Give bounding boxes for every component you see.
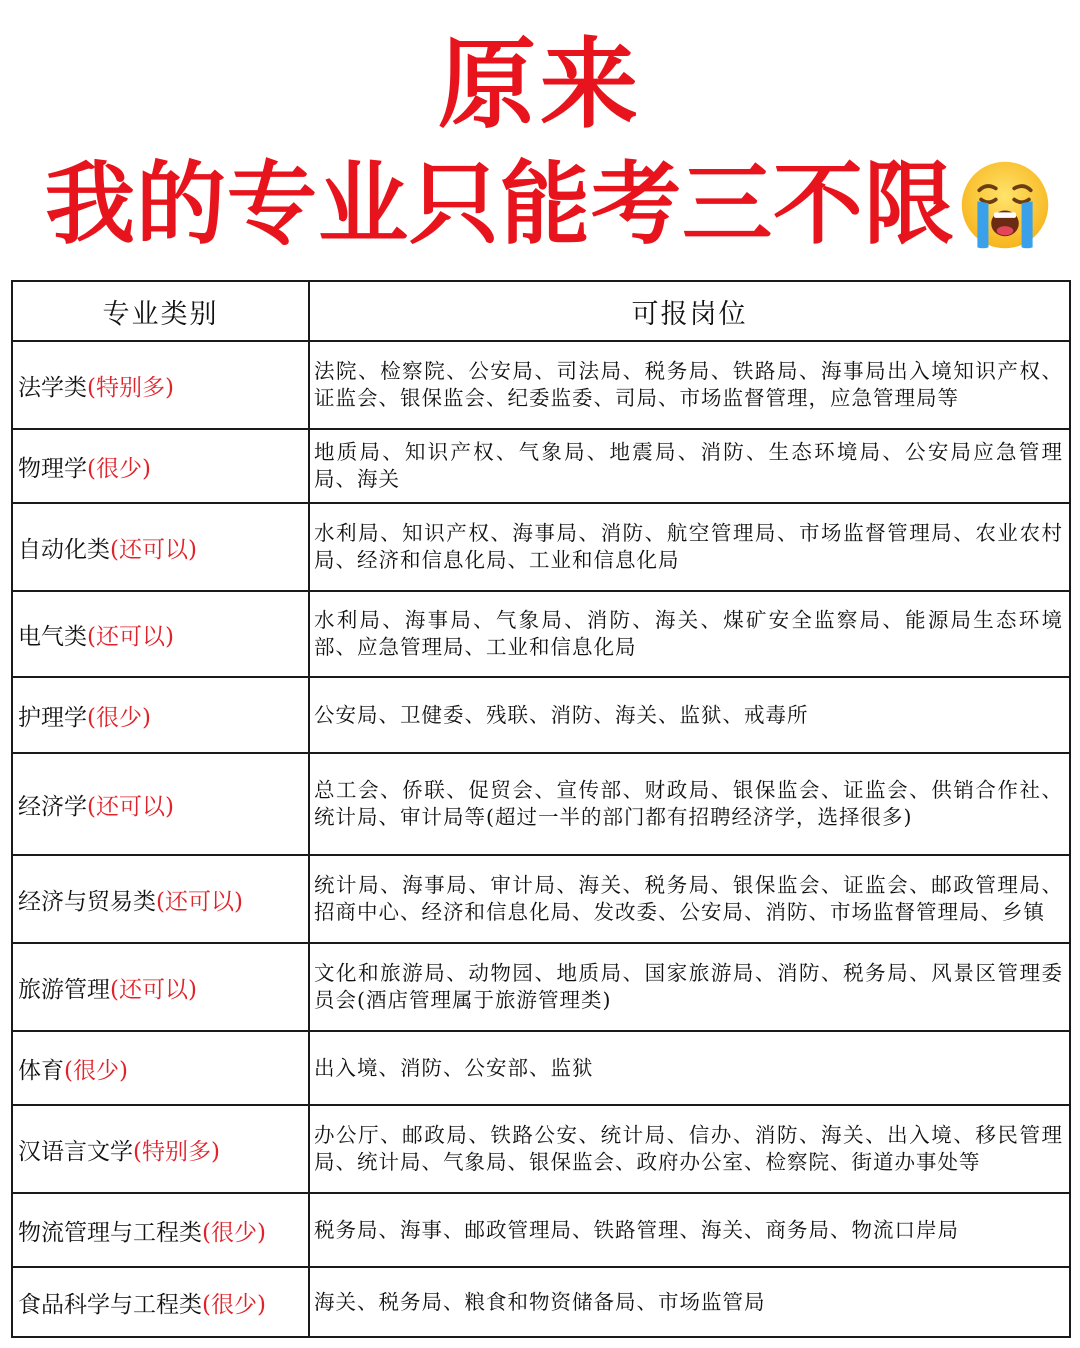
major-cell xyxy=(12,1105,309,1193)
major-tag: (很少) xyxy=(87,704,151,731)
table-row xyxy=(12,855,1070,943)
table-row xyxy=(12,1105,1070,1193)
major-name: 经济学 xyxy=(18,793,87,820)
major-name: 物流管理与工程类 xyxy=(18,1219,202,1246)
table-row xyxy=(12,1031,1070,1105)
major-cell xyxy=(12,753,309,855)
table-row xyxy=(12,503,1070,591)
positions-cell: 水利局、海事局、气象局、消防、海关、煤矿安全监察局、能源局生态环境部、应急管理局、工业和信息化局 xyxy=(309,591,1070,677)
major-name: 物理学 xyxy=(18,455,87,482)
major-name: 自动化类 xyxy=(18,536,110,563)
positions-cell: 法院、检察院、公安局、司法局、税务局、铁路局、海事局出入境知识产权、证监会、银保监会、纪委监委、司局、市场监督管理，应急管理局等 xyxy=(309,341,1070,429)
positions-cell: 办公厅、邮政局、铁路公安、统计局、信办、消防、海关、出入境、移民管理局、统计局、气象局、银保监会、政府办公室、检察院、街道办事处等 xyxy=(309,1105,1070,1193)
positions-cell: 公安局、卫健委、残联、消防、海关、监狱、戒毒所 xyxy=(309,677,1070,753)
table-row xyxy=(12,341,1070,429)
table-row xyxy=(12,1267,1070,1337)
major-tag: (很少) xyxy=(202,1291,266,1318)
major-tag: (特别多) xyxy=(133,1138,220,1165)
title-line-2 xyxy=(18,150,1078,260)
header-category: 专业类别 xyxy=(12,281,309,341)
positions-cell: 地质局、知识产权、气象局、地震局、消防、生态环境局、公安局应急管理局、海关 xyxy=(309,429,1070,503)
major-name: 法学类 xyxy=(18,374,87,401)
table-row xyxy=(12,677,1070,753)
major-cell xyxy=(12,1031,309,1105)
table-row xyxy=(12,591,1070,677)
major-tag: (很少) xyxy=(87,455,151,482)
crying-face-icon xyxy=(959,159,1051,251)
table-row xyxy=(12,943,1070,1031)
major-cell xyxy=(12,591,309,677)
positions-cell: 税务局、海事、邮政管理局、铁路管理、海关、商务局、物流口岸局 xyxy=(309,1193,1070,1267)
table-row xyxy=(12,1193,1070,1267)
major-cell xyxy=(12,1267,309,1337)
major-cell xyxy=(12,341,309,429)
major-name: 旅游管理 xyxy=(18,976,110,1003)
major-cell xyxy=(12,855,309,943)
positions-cell: 出入境、消防、公安部、监狱 xyxy=(309,1031,1070,1105)
positions-table xyxy=(11,280,1071,1338)
major-tag: (还可以) xyxy=(110,536,197,563)
major-tag: (还可以) xyxy=(110,976,197,1003)
table-row xyxy=(12,753,1070,855)
positions-cell: 统计局、海事局、审计局、海关、税务局、银保监会、证监会、邮政管理局、招商中心、经济和信息化局、发改委、公安局、消防、市场监督管理局、乡镇 xyxy=(309,855,1070,943)
title-line-1: 原来 xyxy=(437,28,642,142)
title-line-2-text: 我的专业只能考三不限 xyxy=(45,152,955,257)
major-cell xyxy=(12,1193,309,1267)
major-tag: (很少) xyxy=(202,1219,266,1246)
positions-cell: 总工会、侨联、促贸会、宣传部、财政局、银保监会、证监会、供销合作社、统计局、审计局等(超过一半的部门都有招聘经济学，选择很多) xyxy=(309,753,1070,855)
major-cell xyxy=(12,943,309,1031)
major-name: 汉语言文学 xyxy=(18,1138,133,1165)
major-tag: (还可以) xyxy=(156,888,243,915)
major-tag: (很少) xyxy=(64,1057,128,1084)
table-header-row xyxy=(12,281,1070,341)
major-tag: (特别多) xyxy=(87,374,174,401)
major-name: 护理学 xyxy=(18,704,87,731)
header-positions: 可报岗位 xyxy=(309,281,1070,341)
major-tag: (还可以) xyxy=(87,623,174,650)
major-name: 电气类 xyxy=(18,623,87,650)
positions-cell: 水利局、知识产权、海事局、消防、航空管理局、市场监督管理局、农业农村局、经济和信息化局、工业和信息化局 xyxy=(309,503,1070,591)
major-cell xyxy=(12,677,309,753)
major-tag: (还可以) xyxy=(87,793,174,820)
major-cell xyxy=(12,429,309,503)
major-name: 体育 xyxy=(18,1057,64,1084)
positions-cell: 文化和旅游局、动物园、地质局、国家旅游局、消防、税务局、风景区管理委员会(酒店管理属于旅游管理类) xyxy=(309,943,1070,1031)
title-block xyxy=(0,0,1080,270)
major-name: 食品科学与工程类 xyxy=(18,1291,202,1318)
positions-cell: 海关、税务局、粮食和物资储备局、市场监管局 xyxy=(309,1267,1070,1337)
major-cell xyxy=(12,503,309,591)
major-name: 经济与贸易类 xyxy=(18,888,156,915)
table-row xyxy=(12,429,1070,503)
